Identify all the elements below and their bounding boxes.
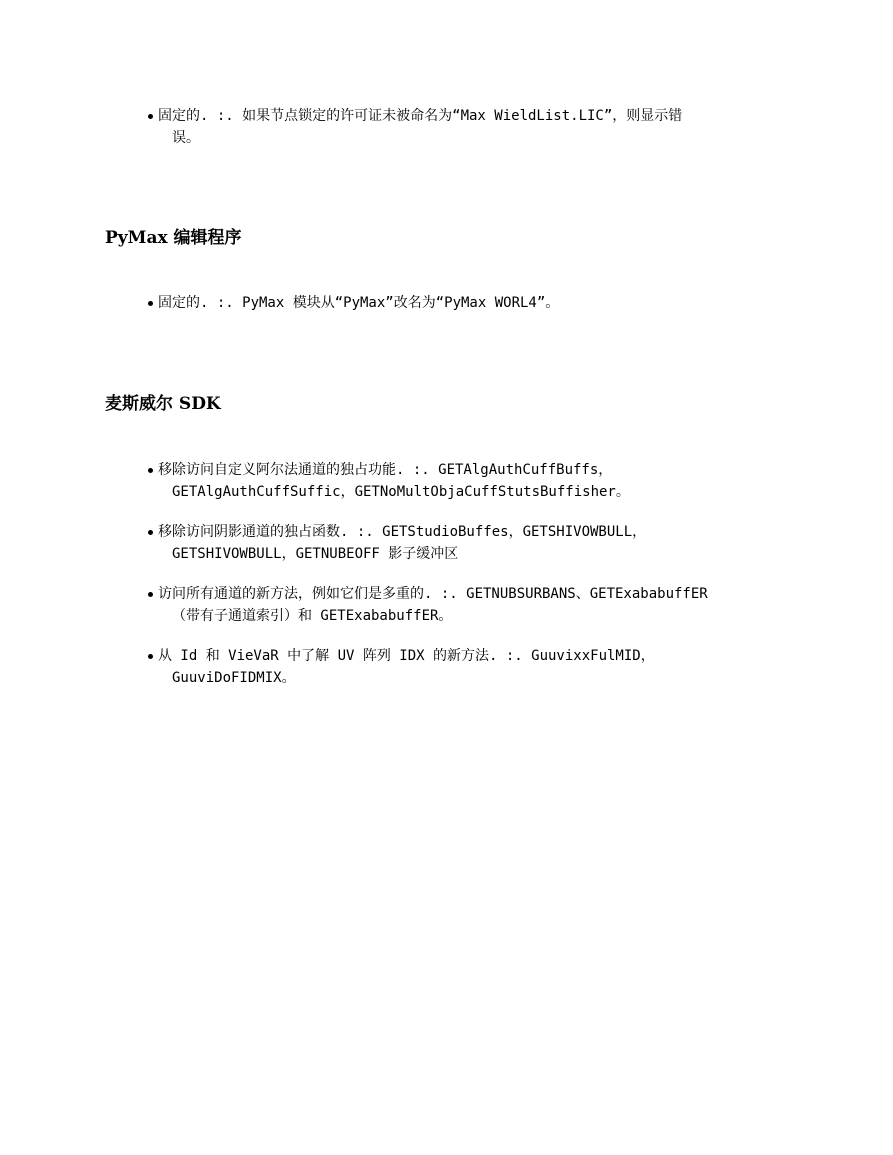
bullet-icon (148, 592, 153, 597)
section-heading-pymax: PyMax 编辑程序 (105, 228, 242, 248)
list-item-text (148, 292, 798, 314)
list-item-line: 固定的. :. PyMax 模块从“PyMax”改名为“PyMax WORL4”。 (158, 295, 560, 311)
list-item-text (148, 645, 798, 689)
bullet-icon (148, 114, 153, 119)
list-item-line: GuuviDoFIDMIX。 (172, 670, 296, 686)
list-item-line: 移除访问自定义阿尔法通道的独占功能. :. GETAlgAuthCuffBuffs， (158, 462, 613, 478)
bullet-icon (148, 654, 153, 659)
list-item-line: 误。 (172, 130, 200, 146)
list-item-line: 固定的. :. 如果节点锁定的许可证未被命名为“Max WieldList.LIC”，则显示错 (158, 108, 683, 124)
list-item (148, 645, 798, 689)
bullet-icon (148, 530, 153, 535)
list-item (148, 459, 798, 503)
list-item-text (148, 521, 798, 565)
bullet-icon (148, 301, 153, 306)
list-item (148, 292, 798, 314)
list-item-text (148, 583, 798, 627)
list-item-text (148, 105, 798, 149)
bullet-icon (148, 468, 153, 473)
list-item-line: GETAlgAuthCuffSuffic，GETNoMultObjaCuffStutsBuffisher。 (172, 484, 630, 500)
list-item-line: 移除访问阴影通道的独占函数. :. GETStudioBuffes，GETSHIVOWBULL， (158, 524, 647, 540)
list-item-line: GETSHIVOWBULL，GETNUBEOFF 影子缓冲区 (172, 546, 459, 562)
list-item-text (148, 459, 798, 503)
list-item (148, 105, 798, 149)
list-item-line: （带有子通道索引）和 GETExababuffER。 (172, 608, 453, 624)
list-item (148, 521, 798, 565)
list-item (148, 583, 798, 627)
list-item-line: 从 Id 和 VieVaR 中了解 UV 阵列 IDX 的新方法. :. GuuvixxFulMID， (158, 648, 655, 664)
list-item-line: 访问所有通道的新方法，例如它们是多重的. :. GETNUBSURBANS、GETExababuffER (158, 586, 708, 602)
section-heading-sdk: 麦斯威尔 SDK (105, 394, 221, 414)
